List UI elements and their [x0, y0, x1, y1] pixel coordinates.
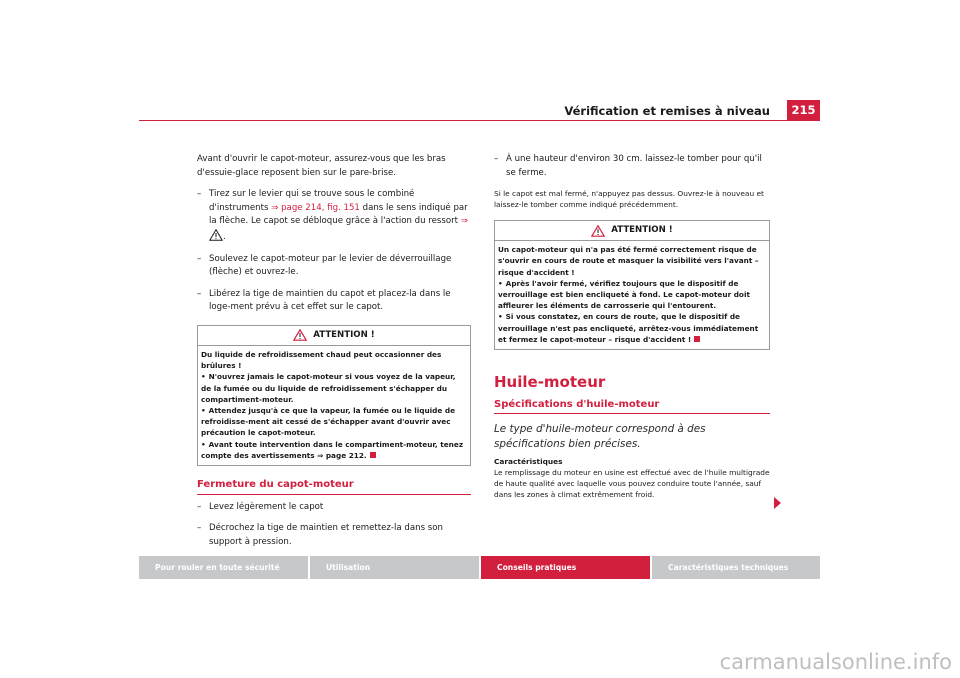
warning-box-hot-coolant: [197, 325, 471, 466]
warning-header: [495, 221, 769, 241]
page-number: 215: [787, 100, 820, 120]
next-page-arrow-icon[interactable]: [774, 497, 781, 509]
end-of-section-marker: [370, 452, 376, 458]
footer-tab-safety[interactable]: Pour rouler en toute sécurité: [139, 556, 308, 579]
step-pull-lever: – Tirez sur le levier qui se trouve sous le combiné d'instruments ⇒ page 214, fig. 151 dans le sens indiqué par la flèche. Le capot se débloque grâce à l'action du ressort ⇒ .: [197, 189, 468, 242]
left-column: [197, 153, 471, 557]
chapter-title: Huile-moteur: [494, 373, 606, 392]
list-item: • Avant toute intervention dans le compartiment-moteur, tenez compte des avertissements ⇒ page 212.: [201, 439, 464, 460]
list-item: • Si vous constatez, en cours de route, que le dispositif de verrouillage n'est pas encliqueté, arrêtez-vous immédiatement et fermez le capot-moteur – risque d'accident !: [498, 312, 759, 344]
page-reference-link[interactable]: ⇒ page 212.: [317, 450, 367, 460]
warning-triangle-icon: [591, 225, 605, 237]
step-stow-rod: – Décrochez la tige de maintien et remettez-la dans son support à pression.: [197, 523, 443, 547]
step-release-rod: – Libérez la tige de maintien du capot et placez-la dans le loge-ment prévu à cet effet sur le capot.: [197, 288, 451, 313]
watermark: carmanualsonline.info: [719, 650, 952, 674]
step-raise-hood: – Soulevez le capot-moteur par le levier de déverrouillage (flèche) et ouvrez-le.: [197, 253, 452, 278]
end-of-section-marker: [694, 336, 700, 342]
footer-tab-operation[interactable]: Utilisation: [310, 556, 479, 579]
footer-tab-technical-data[interactable]: Caractéristiques techniques: [652, 556, 820, 579]
step-lift-hood: – Levez légèrement le capot: [197, 501, 324, 512]
subheading-characteristics: Caractéristiques: [494, 457, 563, 467]
warning-triangle-icon: [293, 329, 307, 341]
list-item: • N'ouvrez jamais le capot-moteur si vous voyez de la vapeur, de la fumée ou du liquide de refroidissement s'échapper du compartiment-moteur.: [201, 372, 456, 404]
page-reference-link[interactable]: ⇒ page 214, fig. 151: [271, 202, 360, 213]
section-intro: Le type d'huile-moteur correspond à des spécifications bien précises.: [494, 423, 706, 451]
warning-title: ATTENTION !: [611, 224, 673, 235]
warning-body: Du liquide de refroidissement chaud peut occasionner des brûlures ! • N'ouvrez jamais le capot-moteur si vous voyez de la vapeur, de la fumée ou du liquide de refroidissement s'échapper du compartiment-moteur. • Attendez jusqu'à ce que la vapeur, la fumée ou le liquide de refroidisse-ment ait cessé de s'échapper avant d'ouvrir avec précaution le capot-moteur. • Avant toute intervention dans le compartiment-moteur, tenez compte des avertissements ⇒ page 212.: [198, 346, 470, 465]
warning-header: [198, 326, 470, 346]
right-column: [494, 153, 770, 510]
list-item: • Attendez jusqu'à ce que la vapeur, la fumée ou le liquide de refroidisse-ment ait cessé de s'échapper avant d'ouvrir avec précaution le capot-moteur.: [201, 405, 456, 438]
characteristics-paragraph: Le remplissage du moteur en usine est effectué avec de l'huile multigrade de haute qualité avec laquelle vous pouvez conduire toute l'année, sauf dans les zones à climat extrêmement froid.: [494, 468, 770, 500]
list-item: • Après l'avoir fermé, vérifiez toujours que le dispositif de verrouillage est bien encliqueté à fond. Le capot-moteur doit affleurer les éléments de carrosserie qui l'entourent.: [498, 278, 750, 311]
warning-title: ATTENTION !: [313, 329, 375, 340]
warning-triangle-icon: [209, 229, 223, 241]
intro-paragraph: Avant d'ouvrir le capot-moteur, assurez-vous que les bras d'essuie-glace reposent bien sur le pare-brise.: [197, 154, 446, 178]
note-paragraph: Si le capot est mal fermé, n'appuyez pas dessus. Ouvrez-le à nouveau et laissez-le tomber comme indiqué précédemment.: [494, 189, 764, 210]
header-divider: [139, 120, 820, 121]
section-title-oil-specs: Spécifications d'huile-moteur: [494, 398, 770, 415]
running-header: Vérification et remises à niveau: [564, 104, 770, 118]
warning-box-hood-closure: [494, 220, 770, 350]
step-drop-hood: – À une hauteur d'environ 30 cm. laissez-le tomber pour qu'il se ferme.: [494, 154, 762, 178]
section-title-close-hood: Fermeture du capot-moteur: [197, 478, 471, 495]
footer-tab-practical-tips[interactable]: Conseils pratiques: [481, 556, 650, 579]
warning-body: Un capot-moteur qui n'a pas été fermé correctement risque de s'ouvrir en cours de route et masquer la visibilité vers l'avant – risque d'accident ! • Après l'avoir fermé, vérifiez toujours que le dispositif de verrouillage est bien encliqueté à fond. Le capot-moteur doit affleurer les éléments de carrosserie qui l'entourent. • Si vous constatez, en cours de route, que le dispositif de verrouillage n'est pas encliqueté, arrêtez-vous immédiatement et fermez le capot-moteur – risque d'accident !: [495, 241, 769, 349]
